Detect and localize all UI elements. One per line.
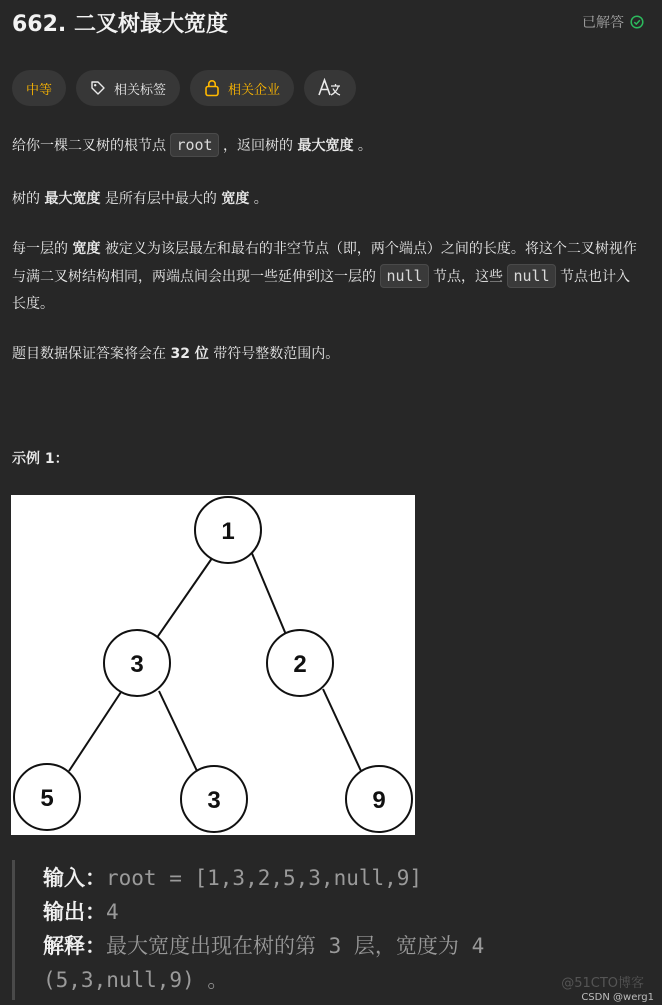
explanation-key: 解释： [43, 934, 106, 958]
description-paragraph-2 [12, 186, 638, 213]
output-value: 4 [106, 900, 119, 924]
description-paragraph-3 [12, 236, 638, 318]
solved-label: 已解答 [582, 15, 624, 31]
topics-tag-button[interactable] [76, 70, 180, 106]
text: 带符号整数范围内。 [208, 346, 340, 362]
text: 节点，这些 [428, 269, 508, 285]
inline-code-null: null [380, 264, 428, 288]
explanation-line-2 [43, 964, 228, 994]
companies-tag-label: 相关企业 [228, 82, 281, 98]
edge-3-5 [69, 689, 123, 771]
bold-text: 最大宽度 [44, 191, 101, 207]
edge-2-9 [323, 689, 361, 771]
description-paragraph-4 [12, 341, 638, 368]
title-row [12, 6, 644, 38]
tree-node-label: 1 [221, 518, 235, 545]
difficulty-label: 中等 [26, 82, 53, 98]
tree-node-label: 3 [207, 787, 221, 814]
watermark-csdn: CSDN @werg1 [581, 992, 654, 1003]
check-circle-icon [630, 15, 644, 29]
explanation-value-cont: (5,3,null,9) 。 [43, 968, 229, 992]
input-key: 输入： [43, 866, 106, 890]
output-line [43, 896, 119, 926]
explanation-line [43, 930, 484, 960]
text: 每一层的 [12, 241, 73, 257]
example-output-block [12, 860, 655, 1000]
translate-button[interactable] [304, 70, 356, 106]
bold-text: 最大宽度 [297, 138, 354, 154]
output-key: 输出： [43, 900, 106, 924]
text: 。 [353, 138, 372, 154]
binary-tree-diagram [11, 495, 415, 835]
tree-node-label: 2 [293, 651, 307, 678]
tree-node-label: 9 [372, 787, 386, 814]
text: 树的 [12, 191, 45, 207]
text: 题目数据保证答案将会在 [12, 346, 171, 362]
input-value: root = [1,3,2,5,3,null,9] [106, 866, 423, 890]
text: 是所有层中最大的 [100, 191, 222, 207]
bold-text: 宽度 [72, 241, 101, 257]
companies-tag-button[interactable] [190, 70, 294, 106]
difficulty-badge[interactable] [12, 70, 66, 106]
description-paragraph-1 [12, 132, 638, 160]
tag-bar [12, 70, 356, 106]
input-line [43, 862, 422, 892]
translate-icon [318, 78, 342, 98]
example-tree-image [11, 495, 415, 835]
edge-3-3 [159, 691, 197, 771]
bold-text: 32 位 [170, 346, 209, 362]
edge-1-3 [156, 551, 217, 639]
tag-icon [90, 80, 106, 96]
inline-code-null: null [507, 264, 555, 288]
text: 被定义为该层最左和最右的非空节点（即，两个端点）之间的长度。将这个二叉树视作与满二叉树结构相同，两端点间会出现一些延伸到这一层的 [12, 241, 637, 285]
watermark [561, 976, 654, 1003]
inline-code-root: root [170, 133, 218, 157]
problem-title: 662. 二叉树最大宽度 [12, 11, 228, 37]
bold-text: 宽度 [221, 191, 250, 207]
example-label: 示例 1： [12, 451, 69, 467]
topics-tag-label: 相关标签 [114, 82, 167, 98]
explanation-value: 最大宽度出现在树的第 3 层，宽度为 4 [106, 934, 485, 958]
edge-1-2 [251, 551, 287, 637]
tree-node-label: 5 [40, 785, 54, 812]
watermark-51cto: @51CTO博客 [561, 976, 644, 991]
text: 。 [249, 191, 268, 207]
text: 给你一棵二叉树的根节点 [12, 138, 171, 154]
tree-node-label: 3 [130, 651, 144, 678]
solved-status [582, 12, 644, 32]
text: 节点也计入长度。 [12, 269, 631, 312]
lock-icon [204, 79, 220, 97]
text: ，返回树的 [218, 138, 298, 154]
